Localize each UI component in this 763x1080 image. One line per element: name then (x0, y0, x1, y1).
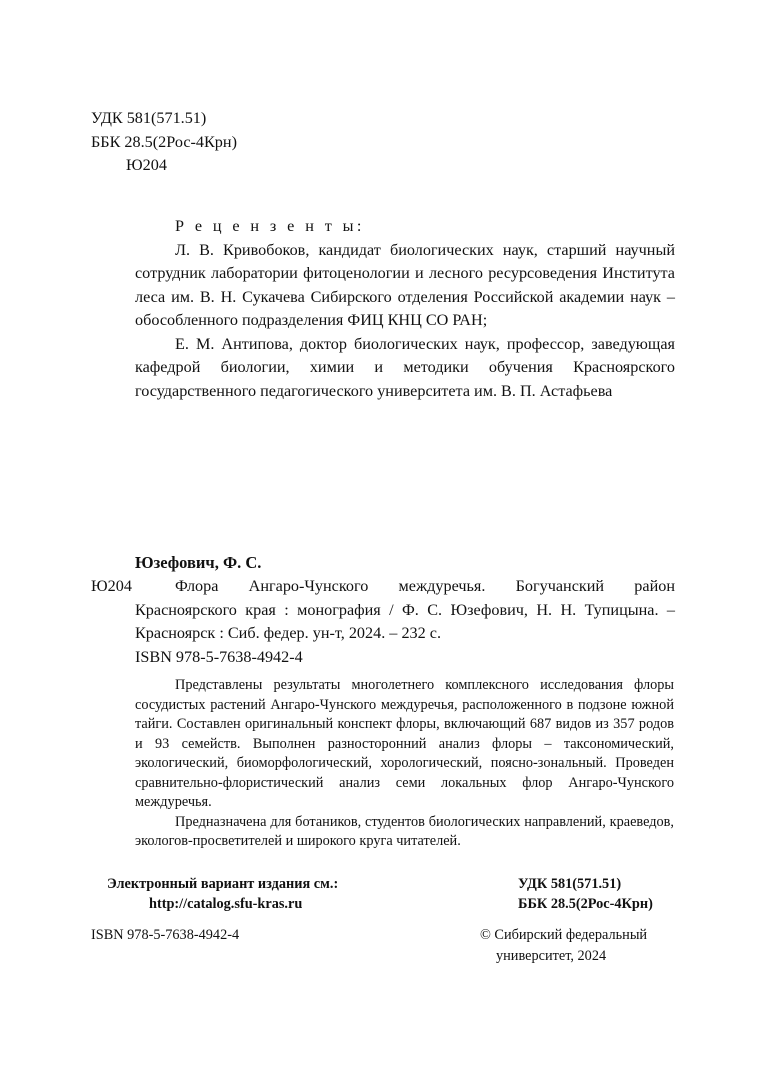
udk-code: УДК 581(571.51) (91, 109, 207, 127)
catalog-code: Ю204 (91, 577, 132, 595)
reviewers-title: Р е ц е н з е н т ы: (175, 217, 365, 235)
footer-udk: УДК 581(571.51) (518, 876, 622, 892)
electronic-version-label: Электронный вариант издания см.: (107, 876, 339, 892)
catalog-description: Флора Ангаро-Чунского междуречья. Богучанский район Красноярского края : монография / Ф. С. Юзефович, Н. Н. Тупицына. – Красноярск : Сиб. федер. ун-т, 2024. – 232 с. (135, 577, 675, 642)
classification-header (91, 107, 237, 178)
reviewer-entry: Е. М. Антипова, доктор биологических наук, профессор, заведующая кафедрой биологии, химии и методики обучения Красноярского государственного педагогического университета им. В. П. Астафьева (135, 334, 675, 400)
reviewers-block (135, 215, 675, 403)
bbk-code: ББК 28.5(2Рос-4Крн) (91, 132, 237, 151)
catalog-author: Юзефович, Ф. С. (135, 553, 262, 572)
abstract-paragraph: Представлены результаты многолетнего комплексного исследования флоры сосудистых растений Ангаро-Чунского междуречья, расположенного в подзоне южной тайги. Составлен оригинальный конспект флоры, включающий 687 видов из 357 родов и 93 семейств. Выполнен разносторонний анализ флоры – таксономический, экологический, биоморфологический, хорологический, поясно-зональный. Проведен сравнительно-флористический анализ семи локальных флор Ангаро-Чунского междуречья. (135, 677, 674, 810)
electronic-version-url: http://catalog.sfu-kras.ru (149, 896, 303, 912)
author-mark: Ю204 (126, 156, 167, 174)
abstract-block (135, 676, 674, 852)
footer-bbk: ББК 28.5(2Рос-4Крн) (518, 896, 653, 912)
copyright-line: университет, 2024 (496, 948, 607, 964)
footer-isbn: ISBN 978-5-7638-4942-4 (91, 927, 240, 943)
reviewer-entry: Л. В. Кривобоков, кандидат биологических наук, старший научный сотрудник лаборатории фитоценологии и лесного ресурсоведения Института леса им. В. Н. Сукачева Сибирского отделения Российской академии наук – обособленного подразделения ФИЦ КНЦ СО РАН; (135, 240, 675, 329)
catalog-isbn: ISBN 978-5-7638-4942-4 (135, 647, 303, 666)
copyright-line: © Сибирский федеральный (480, 927, 648, 943)
catalog-description-block (135, 575, 675, 669)
abstract-paragraph: Предназначена для ботаников, студентов биологических направлений, краеведов, экологов-просветителей и широкого круга читателей. (135, 813, 674, 849)
